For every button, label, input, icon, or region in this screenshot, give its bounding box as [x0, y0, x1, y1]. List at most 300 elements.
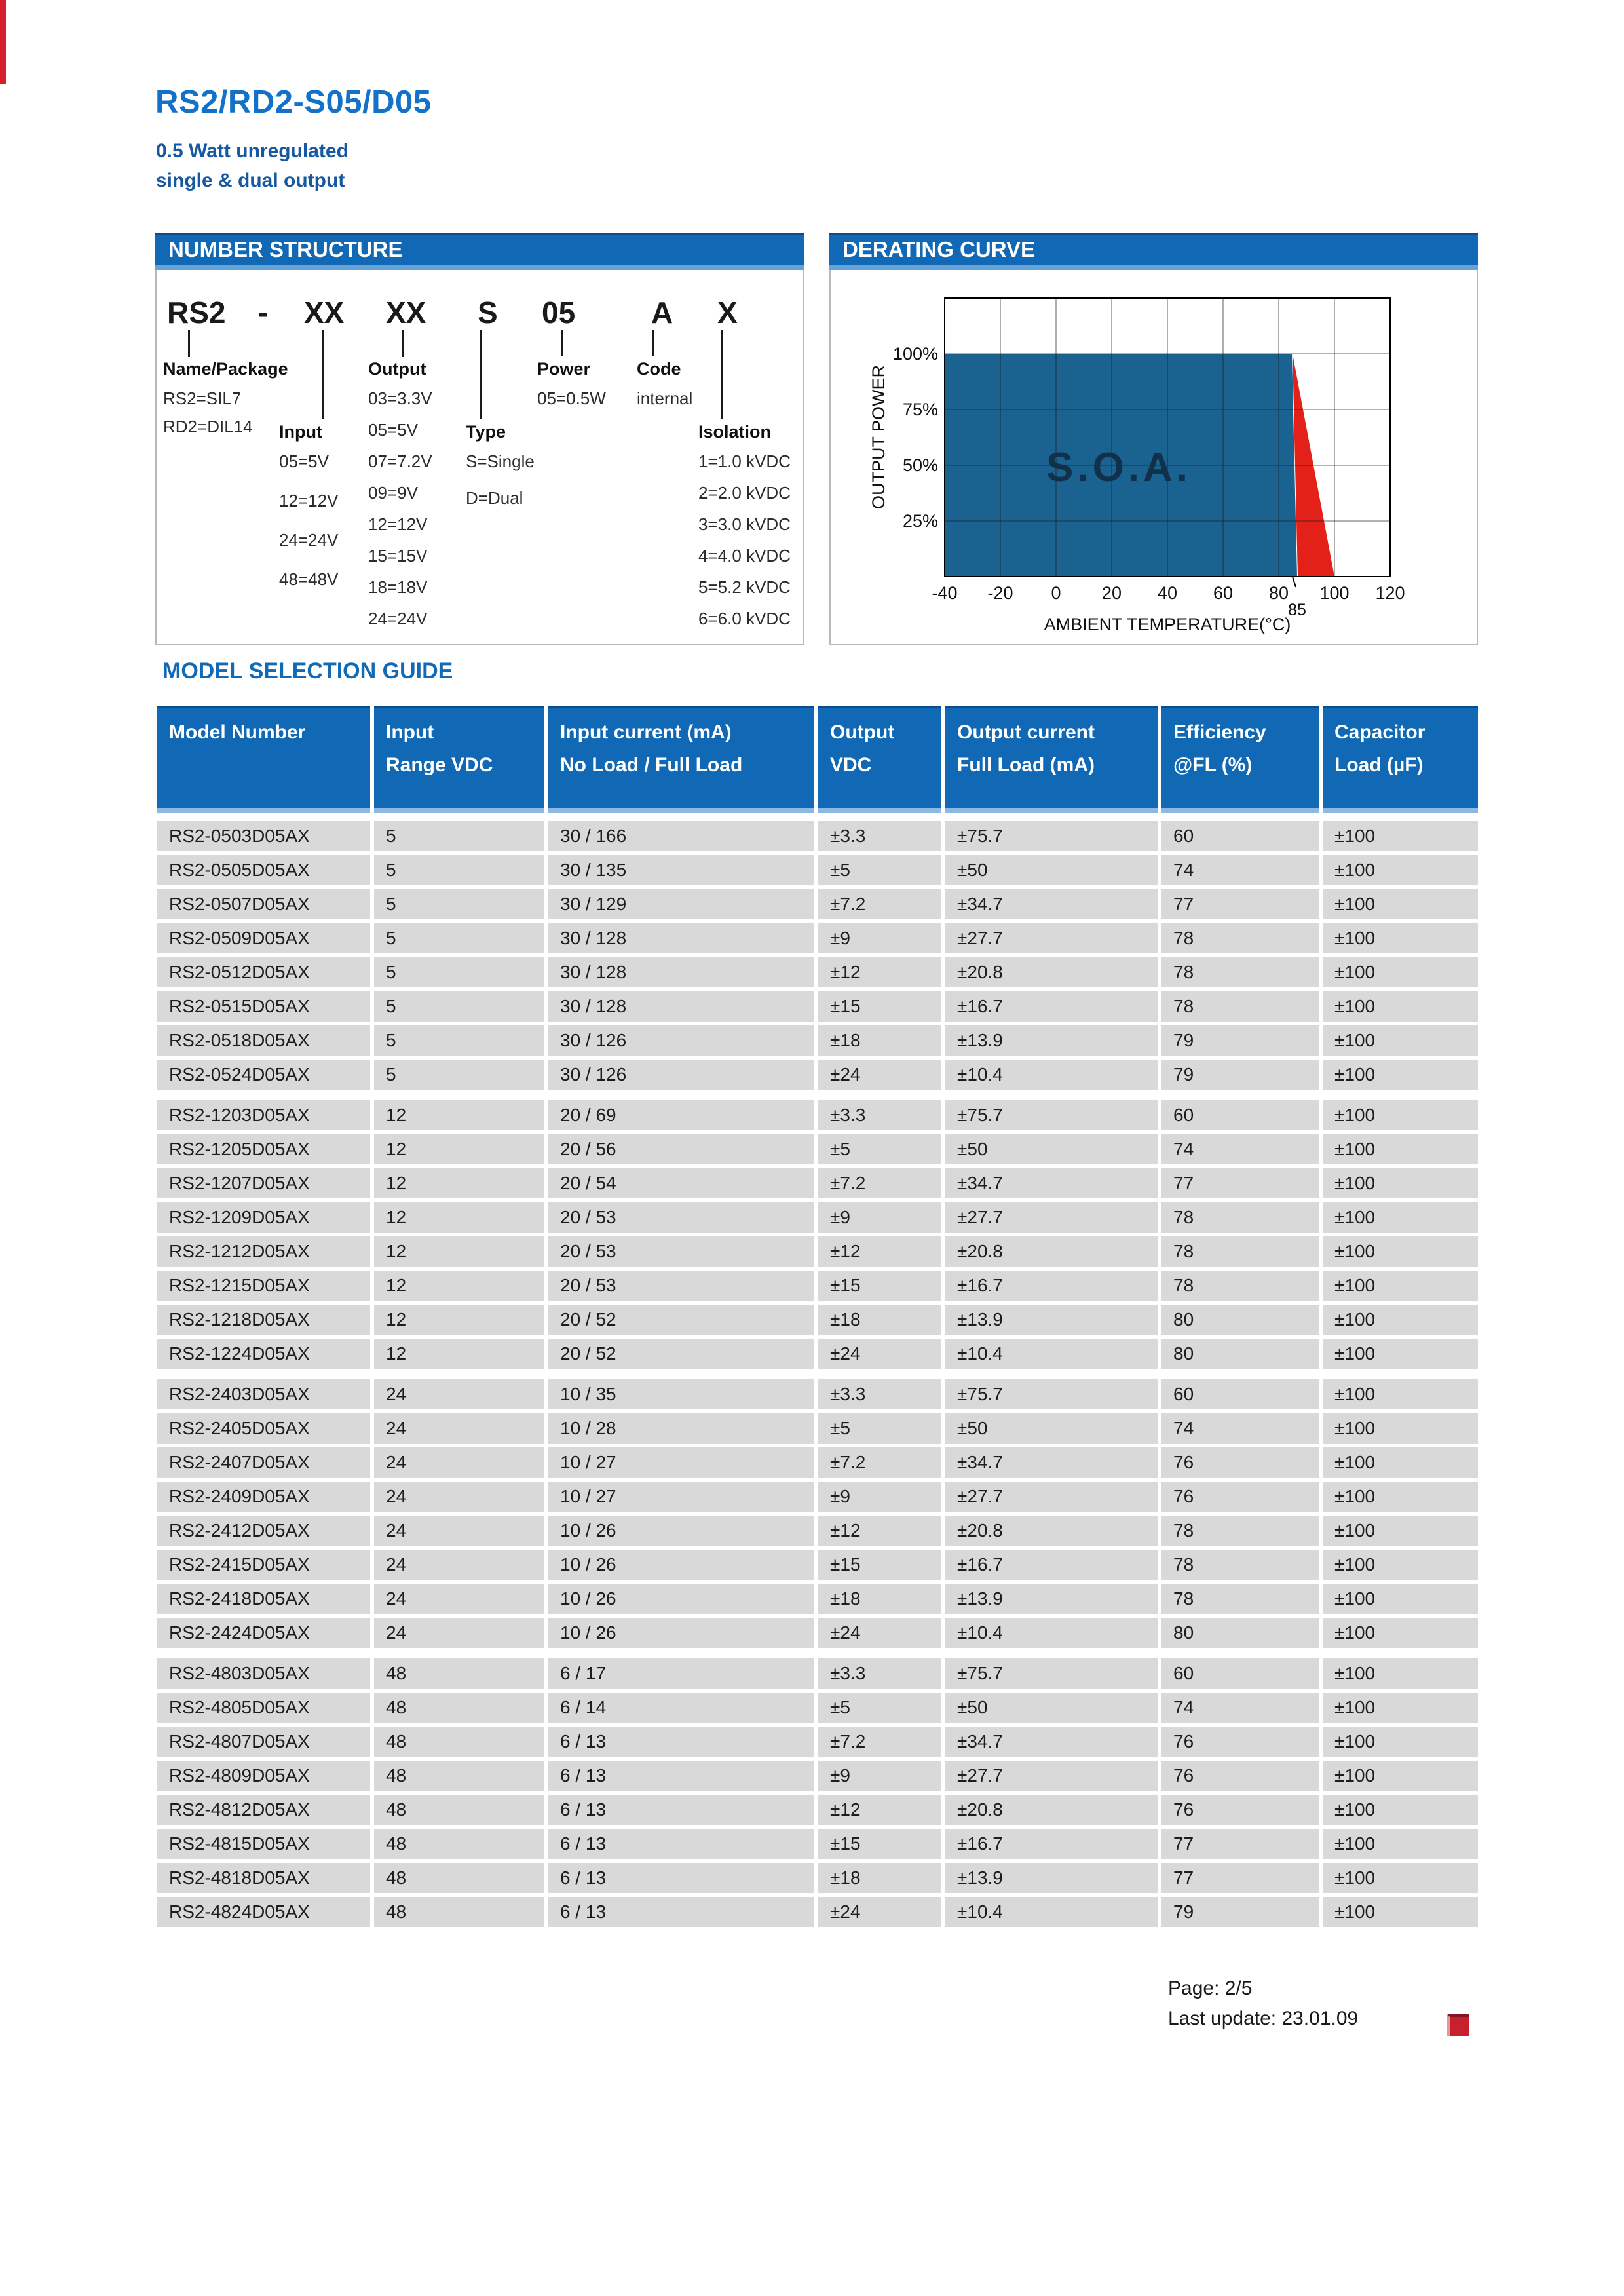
table-cell: ±12	[818, 1236, 941, 1267]
table-cell: 12	[374, 1305, 544, 1335]
table-row	[157, 1550, 1478, 1580]
table-cell: RS2-1215D05AX	[157, 1271, 370, 1301]
table-cell: 24	[374, 1550, 544, 1580]
table-column-header: Capacitor Load (µF)	[1323, 706, 1478, 813]
code-part-dash: -	[258, 296, 269, 330]
table-cell: ±100	[1323, 1584, 1478, 1614]
tick-85-mark	[1293, 577, 1296, 587]
table-cell: 74	[1161, 1413, 1319, 1444]
table-cell: ±100	[1323, 889, 1478, 919]
table-cell: ±34.7	[945, 1727, 1158, 1757]
svg-text:100%: 100%	[892, 344, 938, 364]
table-cell: 30 / 166	[548, 821, 814, 851]
table-cell: RS2-0505D05AX	[157, 855, 370, 885]
table-cell: RS2-1203D05AX	[157, 1100, 370, 1130]
table-cell: RS2-4807D05AX	[157, 1727, 370, 1757]
table-cell: RS2-2415D05AX	[157, 1550, 370, 1580]
subtitle-line1: 0.5 Watt unregulated	[156, 140, 349, 162]
table-cell: RS2-2412D05AX	[157, 1516, 370, 1546]
table-cell: ±100	[1323, 957, 1478, 987]
derating-curve-header: DERATING CURVE	[829, 233, 1478, 270]
table-cell: RS2-1207D05AX	[157, 1168, 370, 1198]
table-cell: 48	[374, 1727, 544, 1757]
table-row	[157, 991, 1478, 1022]
table-cell: ±7.2	[818, 1447, 941, 1478]
table-cell: 78	[1161, 1271, 1319, 1301]
table-cell: ±100	[1323, 1236, 1478, 1267]
table-cell: 12	[374, 1202, 544, 1233]
subtitle-line2: single & dual output	[156, 170, 345, 191]
table-cell: 5	[374, 957, 544, 987]
table-cell: 24	[374, 1379, 544, 1409]
table-cell: ±5	[818, 1134, 941, 1164]
table-row	[157, 1236, 1478, 1267]
table-cell: 79	[1161, 1060, 1319, 1090]
table-cell: RS2-4812D05AX	[157, 1795, 370, 1825]
table-cell: ±100	[1323, 1863, 1478, 1893]
svg-text:-20: -20	[987, 583, 1013, 603]
table-cell: 60	[1161, 1658, 1319, 1689]
table-cell: ±9	[818, 1761, 941, 1791]
table-cell: ±34.7	[945, 889, 1158, 919]
table-cell: 76	[1161, 1761, 1319, 1791]
table-cell: 12	[374, 1236, 544, 1267]
table-cell: ±18	[818, 1863, 941, 1893]
table-cell: 30 / 135	[548, 855, 814, 885]
table-cell: ±100	[1323, 1339, 1478, 1369]
table-cell: ±75.7	[945, 1658, 1158, 1689]
table-cell: ±50	[945, 1413, 1158, 1444]
table-row	[157, 1271, 1478, 1301]
table-body	[157, 821, 1478, 1927]
table-row	[157, 1829, 1478, 1859]
table-cell: 6 / 13	[548, 1795, 814, 1825]
table-cell: 20 / 54	[548, 1168, 814, 1198]
footer-last-update: Last update: 23.01.09	[1168, 2008, 1359, 2029]
block-item: 05=5V	[279, 451, 329, 471]
connector-line-power	[561, 330, 563, 356]
block-item: internal	[637, 389, 693, 408]
table-cell: 10 / 27	[548, 1447, 814, 1478]
table-cell: 24	[374, 1413, 544, 1444]
table-row	[157, 1584, 1478, 1614]
table-cell: 20 / 53	[548, 1202, 814, 1233]
table-row	[157, 1693, 1478, 1723]
table-cell: ±24	[818, 1060, 941, 1090]
table-cell: ±100	[1323, 1202, 1478, 1233]
table-cell: ±12	[818, 957, 941, 987]
table-cell: 12	[374, 1134, 544, 1164]
table-cell: ±12	[818, 1516, 941, 1546]
block-heading: Power	[537, 359, 591, 379]
table-cell: ±100	[1323, 1305, 1478, 1335]
table-cell: RS2-2409D05AX	[157, 1482, 370, 1512]
table-cell: ±20.8	[945, 1516, 1158, 1546]
table-cell: 48	[374, 1863, 544, 1893]
table-cell: 10 / 26	[548, 1550, 814, 1580]
table-cell: ±50	[945, 855, 1158, 885]
block-item: RS2=SIL7	[163, 389, 242, 408]
table-cell: ±100	[1323, 1447, 1478, 1478]
table-cell: RS2-4809D05AX	[157, 1761, 370, 1791]
block-item: 05=0.5W	[537, 389, 606, 408]
table-cell: ±16.7	[945, 1550, 1158, 1580]
svg-text:80: 80	[1268, 583, 1289, 603]
block-isolation	[698, 422, 791, 640]
table-cell: ±100	[1323, 1693, 1478, 1723]
table-cell: 10 / 26	[548, 1516, 814, 1546]
table-cell: ±100	[1323, 1482, 1478, 1512]
svg-text:100: 100	[1319, 583, 1350, 603]
table-row	[157, 1482, 1478, 1512]
table-cell: 77	[1161, 889, 1319, 919]
table-cell: RS2-1205D05AX	[157, 1134, 370, 1164]
table-cell: 48	[374, 1693, 544, 1723]
table-row	[157, 1202, 1478, 1233]
code-part-power: 05	[542, 296, 576, 330]
table-cell: 24	[374, 1584, 544, 1614]
table-cell: ±100	[1323, 1100, 1478, 1130]
table-cell: 60	[1161, 1379, 1319, 1409]
table-cell: RS2-1212D05AX	[157, 1236, 370, 1267]
table-cell: 74	[1161, 1693, 1319, 1723]
table-column-header: Output current Full Load (mA)	[945, 706, 1158, 813]
table-cell: 6 / 13	[548, 1727, 814, 1757]
block-items	[537, 389, 606, 417]
connector-line-name	[188, 330, 190, 357]
table-cell: 76	[1161, 1727, 1319, 1757]
table-cell: ±24	[818, 1897, 941, 1927]
table-cell: ±100	[1323, 1761, 1478, 1791]
table-cell: RS2-4805D05AX	[157, 1693, 370, 1723]
code-part-code: A	[651, 296, 673, 330]
table-cell: 80	[1161, 1305, 1319, 1335]
table-row	[157, 1727, 1478, 1757]
table-cell: ±5	[818, 855, 941, 885]
block-heading: Name/Package	[163, 359, 288, 379]
table-cell: RS2-2403D05AX	[157, 1379, 370, 1409]
x-axis-labels	[932, 577, 1405, 619]
table-row	[157, 923, 1478, 953]
table-cell: ±20.8	[945, 1795, 1158, 1825]
table-cell: ±24	[818, 1339, 941, 1369]
table-cell: RS2-2424D05AX	[157, 1618, 370, 1648]
table-cell: 78	[1161, 1202, 1319, 1233]
table-cell: 79	[1161, 1025, 1319, 1056]
block-item: 6=6.0 kVDC	[698, 609, 791, 628]
table-cell: ±10.4	[945, 1339, 1158, 1369]
table-cell: 80	[1161, 1618, 1319, 1648]
block-output	[368, 359, 432, 640]
table-cell: 5	[374, 1060, 544, 1090]
table-cell: ±15	[818, 991, 941, 1022]
block-item: 48=48V	[279, 569, 339, 589]
table-cell: ±3.3	[818, 1379, 941, 1409]
table-cell: 12	[374, 1339, 544, 1369]
table-cell: ±16.7	[945, 1271, 1158, 1301]
table-cell: 30 / 126	[548, 1060, 814, 1090]
table-cell: 5	[374, 1025, 544, 1056]
table-cell: 20 / 53	[548, 1236, 814, 1267]
table-cell: RS2-1218D05AX	[157, 1305, 370, 1335]
soa-label: S.O.A.	[1046, 445, 1192, 490]
table-cell: 78	[1161, 957, 1319, 987]
table-cell: ±13.9	[945, 1025, 1158, 1056]
footer-red-square	[1447, 2014, 1469, 2036]
table-cell: 12	[374, 1168, 544, 1198]
table-cell: 24	[374, 1516, 544, 1546]
table-cell: 20 / 52	[548, 1339, 814, 1369]
table-column-header: Input Range VDC	[374, 706, 544, 813]
table-cell: 6 / 13	[548, 1829, 814, 1859]
table-cell: 30 / 128	[548, 923, 814, 953]
block-item: 09=9V	[368, 483, 418, 503]
block-item: 2=2.0 kVDC	[698, 483, 791, 503]
table-cell: ±100	[1323, 1550, 1478, 1580]
table-cell: 6 / 13	[548, 1863, 814, 1893]
table-cell: 48	[374, 1658, 544, 1689]
table-row	[157, 1100, 1478, 1130]
block-item: 15=15V	[368, 546, 428, 565]
table-cell: 20 / 56	[548, 1134, 814, 1164]
table-cell: 6 / 13	[548, 1761, 814, 1791]
block-item: 07=7.2V	[368, 451, 432, 471]
table-cell: RS2-0512D05AX	[157, 957, 370, 987]
table-cell: 30 / 128	[548, 957, 814, 987]
table-cell: 78	[1161, 1550, 1319, 1580]
table-cell: 24	[374, 1618, 544, 1648]
code-part-name: RS2	[167, 296, 226, 330]
table-cell: 6 / 17	[548, 1658, 814, 1689]
table-cell: 60	[1161, 1100, 1319, 1130]
number-structure-section	[155, 233, 804, 645]
table-cell: 77	[1161, 1829, 1319, 1859]
table-cell: 76	[1161, 1447, 1319, 1478]
table-cell: RS2-0509D05AX	[157, 923, 370, 953]
table-cell: ±16.7	[945, 991, 1158, 1022]
table-cell: ±100	[1323, 1516, 1478, 1546]
table-cell: ±100	[1323, 991, 1478, 1022]
table-cell: ±20.8	[945, 1236, 1158, 1267]
svg-text:20: 20	[1101, 583, 1122, 603]
table-cell: ±34.7	[945, 1447, 1158, 1478]
table-cell: 5	[374, 889, 544, 919]
table-cell: 77	[1161, 1168, 1319, 1198]
table-cell: ±50	[945, 1693, 1158, 1723]
block-items	[637, 389, 692, 417]
table-cell: 5	[374, 991, 544, 1022]
table-cell: ±75.7	[945, 1379, 1158, 1409]
table-cell: 30 / 129	[548, 889, 814, 919]
table-cell: ±9	[818, 1202, 941, 1233]
table-cell: ±15	[818, 1829, 941, 1859]
code-part-output: XX	[386, 296, 426, 330]
svg-text:75%: 75%	[902, 400, 938, 419]
table-cell: RS2-4815D05AX	[157, 1829, 370, 1859]
table-cell: ±100	[1323, 1168, 1478, 1198]
table-cell: RS2-4824D05AX	[157, 1897, 370, 1927]
block-items	[163, 389, 288, 445]
table-cell: 74	[1161, 855, 1319, 885]
footer-page-number: Page: 2/5	[1168, 1978, 1253, 1999]
table-cell: ±100	[1323, 1829, 1478, 1859]
table-cell: ±7.2	[818, 1727, 941, 1757]
table-cell: 10 / 28	[548, 1413, 814, 1444]
connector-line-input	[322, 330, 324, 419]
table-cell: 78	[1161, 991, 1319, 1022]
table-row	[157, 1168, 1478, 1198]
table-cell: ±15	[818, 1271, 941, 1301]
table-cell: RS2-0518D05AX	[157, 1025, 370, 1056]
block-items	[279, 451, 338, 609]
block-item: S=Single	[466, 451, 535, 471]
connector-line-isolation	[721, 330, 723, 419]
table-cell: ±9	[818, 923, 941, 953]
table-column-header: Efficiency @FL (%)	[1161, 706, 1319, 813]
table-cell: ±3.3	[818, 821, 941, 851]
table-row	[157, 1516, 1478, 1546]
table-cell: 10 / 26	[548, 1618, 814, 1648]
table-row	[157, 821, 1478, 851]
table-cell: 20 / 52	[548, 1305, 814, 1335]
table-cell: 79	[1161, 1897, 1319, 1927]
table-cell: 76	[1161, 1795, 1319, 1825]
red-corner-strip	[0, 0, 6, 84]
table-cell: 20 / 53	[548, 1271, 814, 1301]
block-item: RD2=DIL14	[163, 417, 253, 436]
table-row	[157, 1339, 1478, 1369]
block-heading: Output	[368, 359, 426, 379]
page-title: RS2/RD2-S05/D05	[155, 85, 432, 120]
table-row	[157, 1060, 1478, 1090]
model-selection-guide-title: MODEL SELECTION GUIDE	[162, 659, 453, 683]
block-item: 24=24V	[368, 609, 428, 628]
table-cell: RS2-0515D05AX	[157, 991, 370, 1022]
table-row	[157, 1305, 1478, 1335]
table-row	[157, 855, 1478, 885]
block-item: 4=4.0 kVDC	[698, 546, 791, 565]
table-cell: 24	[374, 1447, 544, 1478]
table-cell: ±75.7	[945, 821, 1158, 851]
block-heading: Code	[637, 359, 681, 379]
table-cell: ±3.3	[818, 1100, 941, 1130]
block-item: 5=5.2 kVDC	[698, 577, 791, 597]
table-row	[157, 1897, 1478, 1927]
table-cell: RS2-1224D05AX	[157, 1339, 370, 1369]
table-cell: ±18	[818, 1025, 941, 1056]
table-cell: RS2-0503D05AX	[157, 821, 370, 851]
table-cell: ±100	[1323, 821, 1478, 851]
table-cell: 30 / 128	[548, 991, 814, 1022]
table-row	[157, 1447, 1478, 1478]
table-cell: 74	[1161, 1134, 1319, 1164]
block-items	[698, 451, 791, 640]
table-row	[157, 1795, 1478, 1825]
block-heading: Type	[466, 422, 506, 442]
table-cell: RS2-0507D05AX	[157, 889, 370, 919]
table-cell: 48	[374, 1829, 544, 1859]
table-cell: ±10.4	[945, 1897, 1158, 1927]
table-cell: 77	[1161, 1863, 1319, 1893]
connector-line-output	[402, 330, 404, 357]
table-cell: ±100	[1323, 1658, 1478, 1689]
table-cell: ±7.2	[818, 889, 941, 919]
table-cell: ±5	[818, 1413, 941, 1444]
table-cell: 80	[1161, 1339, 1319, 1369]
table-cell: 5	[374, 821, 544, 851]
table-column-header: Input current (mA) No Load / Full Load	[548, 706, 814, 813]
table-cell: ±18	[818, 1584, 941, 1614]
table-cell: ±27.7	[945, 923, 1158, 953]
table-column-header: Model Number	[157, 706, 370, 813]
table-row	[157, 1025, 1478, 1056]
table-cell: 48	[374, 1761, 544, 1791]
table-cell: ±100	[1323, 923, 1478, 953]
svg-text:0: 0	[1051, 583, 1061, 603]
svg-text:40: 40	[1157, 583, 1178, 603]
block-item: 24=24V	[279, 530, 339, 550]
y-axis-title: OUTPUT POWER	[869, 364, 888, 510]
table-cell: ±27.7	[945, 1202, 1158, 1233]
block-item: 12=12V	[368, 514, 428, 534]
table-cell: ±100	[1323, 1413, 1478, 1444]
table-cell: ±16.7	[945, 1829, 1158, 1859]
table-cell: RS2-4803D05AX	[157, 1658, 370, 1689]
x-axis-title: AMBIENT TEMPERATURE(°C)	[1044, 615, 1291, 634]
table-cell: ±75.7	[945, 1100, 1158, 1130]
table-cell: RS2-2407D05AX	[157, 1447, 370, 1478]
y-axis-labels	[893, 344, 938, 531]
table-cell: ±12	[818, 1795, 941, 1825]
table-cell: ±27.7	[945, 1761, 1158, 1791]
table-row	[157, 1413, 1478, 1444]
table-cell: 12	[374, 1271, 544, 1301]
table-cell: ±100	[1323, 1727, 1478, 1757]
svg-text:-40: -40	[932, 583, 958, 603]
table-cell: ±100	[1323, 1271, 1478, 1301]
block-item: 05=5V	[368, 420, 418, 440]
code-part-isolation: X	[717, 296, 738, 330]
table-cell: ±10.4	[945, 1618, 1158, 1648]
block-input	[279, 422, 338, 609]
table-cell: 12	[374, 1100, 544, 1130]
table-cell: ±50	[945, 1134, 1158, 1164]
page-subtitle	[156, 136, 349, 195]
table-cell: ±27.7	[945, 1482, 1158, 1512]
table-cell: ±100	[1323, 1618, 1478, 1648]
svg-text:60: 60	[1213, 583, 1234, 603]
table-cell: ±34.7	[945, 1168, 1158, 1198]
svg-text:50%: 50%	[902, 455, 938, 475]
block-item: D=Dual	[466, 488, 523, 508]
table-row	[157, 1618, 1478, 1648]
table-cell: ±100	[1323, 1897, 1478, 1927]
table-cell: 24	[374, 1482, 544, 1512]
table-cell: 5	[374, 923, 544, 953]
block-name-package	[163, 359, 288, 445]
table-cell: ±3.3	[818, 1658, 941, 1689]
table-cell: 10 / 26	[548, 1584, 814, 1614]
code-part-input: XX	[304, 296, 345, 330]
block-power	[537, 359, 606, 417]
table-cell: ±13.9	[945, 1584, 1158, 1614]
block-items	[466, 451, 535, 525]
table-cell: 10 / 27	[548, 1482, 814, 1512]
table-cell: 20 / 69	[548, 1100, 814, 1130]
table-row	[157, 957, 1478, 987]
table-row	[157, 1863, 1478, 1893]
code-part-type: S	[478, 296, 498, 330]
